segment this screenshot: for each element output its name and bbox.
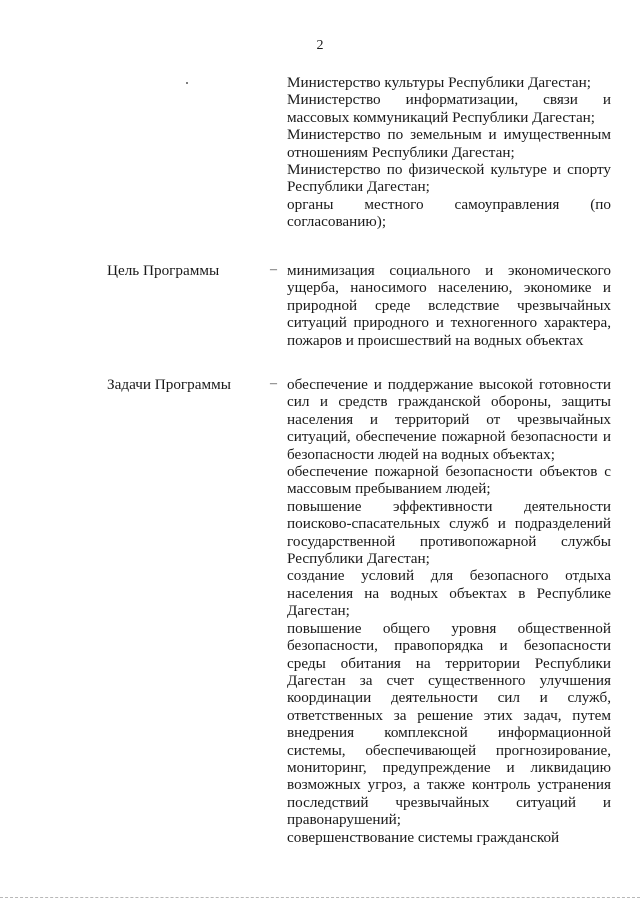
goal-text-block (287, 262, 611, 349)
task-item: повышение общего уровня общественной безопасности, правопорядка и безопасности среды обитания на территории Республики Дагестан за счет существенного улучшения координации деятельности сил и служб, ответственных за решение этих задач, путем внедрения комплексной информационной системы, обеспечивающей прогнозирование, мониторинг, предупреждение и ликвидацию возможных угроз, а также контроль устранения последствий чрезвычайных ситуаций и правонарушений; (287, 619, 611, 829)
scan-speck (186, 82, 188, 84)
task-item: повышение эффективности деятельности поисково-спасательных служб и подразделений государственной противопожарной службы Республики Дагестан; (287, 497, 611, 568)
goal-text: минимизация социального и экономического ущерба, наносимого населению, экономике и природной среде вследствие чрезвычайных ситуаций природного и техногенного характера, пожаров и происшествий на водных объектах (287, 262, 611, 349)
task-item: обеспечение и поддержание высокой готовности сил и средств гражданской обороны, защиты населения и территорий от чрезвычайных ситуаций, обеспечение пожарной безопасности и безопасности людей на водных объектах; (287, 376, 611, 463)
goal-label: Цель Программы (107, 262, 220, 279)
participant-item: Министерство культуры Республики Дагестан; (287, 74, 591, 91)
page-bottom-edge (0, 897, 640, 899)
tasks-list (287, 376, 611, 846)
participant-item: Министерство информатизации, связи и массовых коммуникаций Республики Дагестан; (287, 91, 611, 126)
page-number: 2 (316, 38, 324, 53)
participants-list (287, 74, 611, 231)
task-item: обеспечение пожарной безопасности объектов с массовым пребыванием людей; (287, 463, 611, 498)
task-item: создание условий для безопасного отдыха населения на водных объектах в Республике Дагестан; (287, 567, 611, 620)
participant-item: Министерство по земельным и имущественным отношениям Республики Дагестан; (287, 126, 611, 161)
task-item: совершенствование системы гражданской (287, 828, 560, 846)
tasks-label: Задачи Программы (107, 376, 231, 393)
goal-dash: – (270, 262, 277, 277)
participant-item: Министерство по физической культуре и спорту Республики Дагестан; (287, 161, 611, 196)
participant-item: органы местного самоуправления (по согласованию); (287, 195, 611, 231)
tasks-dash: – (270, 376, 277, 391)
